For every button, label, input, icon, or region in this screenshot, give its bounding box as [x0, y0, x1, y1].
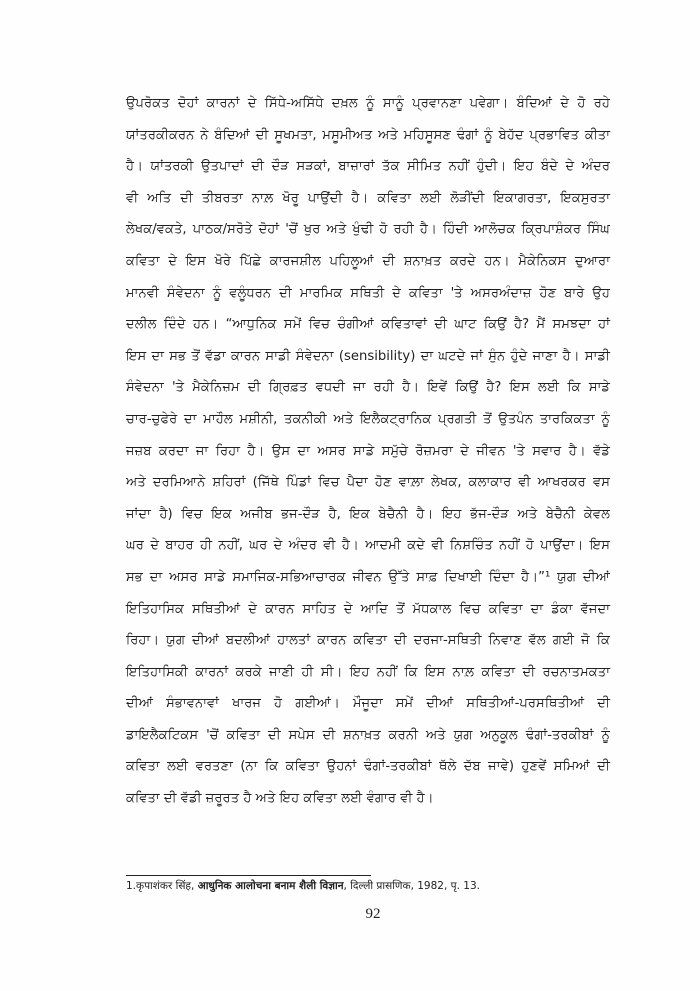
- text-line: [126, 278, 610, 310]
- line-text: ਹੈ। ਯਾਂਤਰਕੀ ਉਤਪਾਦਾਂ ਦੀ ਦੌੜ ਸੜਕਾਂ, ਬਾਜ਼ਾਰਾਂ ਤੱਕ ਸੀਮਿਤ ਨਹੀਂ ਹੁੰਦੀ। ਇਹ ਬੰਦੇ ਦੇ ਅੰਦਰ: [126, 159, 610, 175]
- line-text: ਲੇਖਕ/ਵਕਤੇ, ਪਾਠਕ/ਸਰੋਤੇ ਦੋਹਾਂ 'ਚੋਂ ਖੁਰ ਅਤੇ ਖੁੰਢੀ ਹੋ ਰਹੀ ਹੈ। ਹਿੰਦੀ ਆਲੋਚਕ ਕ੍ਰਿਪਾਸ਼ੰਕਰ ਸਿੰਘ: [126, 222, 610, 238]
- body-paragraph: [126, 88, 610, 815]
- line-text: ਕਵਿਤਾ ਦੇ ਇਸ ਖੋਰੇ ਪਿੱਛੇ ਕਾਰਜਸ਼ੀਲ ਪਹਿਲੂਆਂ ਦੀ ਸ਼ਨਾਖ਼ਤ ਕਰਦੇ ਹਨ। ਮੈਕੇਨਿਕਸ ਦੁਆਰਾ: [126, 253, 610, 269]
- text-line: [126, 720, 610, 752]
- footnote-publication: , दिल्ली प्रासणिक, 1982, पृ. 13.: [343, 880, 480, 892]
- line-text: ਡਾਇਲੈਕਟਿਕਸ 'ਚੋਂ ਕਵਿਤਾ ਦੀ ਸਪੇਸ ਦੀ ਸ਼ਨਾਖ਼ਤ ਕਰਨੀ ਅਤੇ ਯੁਗ ਅਨੁਕੂਲ ਢੰਗਾਂ-ਤਰਕੀਬਾਂ ਨੂੰ: [126, 727, 610, 743]
- line-text: ਜਾਂਦਾ ਹੈ) ਵਿਚ ਇਕ ਅਜੀਬ ਭਜ-ਦੌੜ ਹੈ, ਇਕ ਬੇਚੈਨੀ ਹੈ। ਇਹ ਭੱਜ-ਦੌੜ ਅਤੇ ਬੇਚੈਨੀ ਕੇਵਲ: [126, 506, 610, 522]
- text-line: [126, 499, 610, 531]
- line-text: ਰਿਹਾ। ਯੁਗ ਦੀਆਂ ਬਦਲੀਆਂ ਹਾਲਤਾਂ ਕਾਰਨ ਕਵਿਤਾ ਦੀ ਦਰਜਾ-ਸਥਿਤੀ ਨਿਵਾਣ ਵੱਲ ਗਈ ਜੋ ਕਿ: [126, 633, 610, 649]
- text-line: [126, 183, 610, 215]
- line-text: ਇਸ ਦਾ ਸਭ ਤੋਂ ਵੱਡਾ ਕਾਰਨ ਸਾਡੀ ਸੰਵੇਦਨਾ (sensibility) ਦਾ ਘਟਦੇ ਜਾਂ ਸੁੰਨ ਹੁੰਦੇ ਜਾਣਾ ਹੈ। ਸਾਡੀ: [126, 348, 610, 364]
- footnote-author: कृपाशंकर सिंह,: [136, 880, 198, 892]
- text-line: [126, 594, 610, 626]
- line-text: ਘਰ ਦੇ ਬਾਹਰ ਹੀ ਨਹੀਂ, ਘਰ ਦੇ ਅੰਦਰ ਵੀ ਹੈ। ਆਦਮੀ ਕਦੇ ਵੀ ਨਿਸ਼ਚਿੰਤ ਨਹੀਂ ਹੋ ਪਾਉਂਦਾ। ਇਸ: [126, 538, 610, 554]
- text-line: [126, 657, 610, 689]
- line-text: ਦੀਆਂ ਸੰਭਾਵਨਾਵਾਂ ਖਾਰਜ ਹੋ ਗਈਆਂ। ਮੌਜੂਦਾ ਸਮੇਂ ਦੀਆਂ ਸਥਿਤੀਆਂ-ਪਰਸਥਿਤੀਆਂ ਦੀ: [126, 696, 610, 712]
- line-text: ਇਤਿਹਾਸਿਕ ਸਥਿਤੀਆਂ ਦੇ ਕਾਰਨ ਸਾਹਿਤ ਦੇ ਆਦਿ ਤੋਂ ਮੱਧਕਾਲ ਵਿਚ ਕਵਿਤਾ ਦਾ ਡੰਕਾ ਵੱਜਦਾ: [126, 601, 610, 617]
- footnote-number: 1.: [126, 880, 137, 892]
- line-text: ਇਤਿਹਾਸਿਕੀ ਕਾਰਨਾਂ ਕਰਕੇ ਜਾਣੀ ਹੀ ਸੀ। ਇਹ ਨਹੀਂ ਕਿ ਇਸ ਨਾਲ਼ ਕਵਿਤਾ ਦੀ ਰਚਨਾਤਮਕਤਾ: [126, 664, 610, 680]
- footnote: [126, 879, 606, 893]
- text-line: [126, 751, 610, 783]
- line-text: ਉਪਰੋਕਤ ਦੋਹਾਂ ਕਾਰਨਾਂ ਦੇ ਸਿੱਧੇ-ਅਸਿੱਧੇ ਦਖ਼ਲ ਨੂੰ ਸਾਨੂੰ ਪ੍ਰਵਾਨਣਾ ਪਵੇਗਾ। ਬੰਦਿਆਂ ਦੇ ਹੋ ਰਹੇ: [126, 96, 610, 111]
- text-line: [126, 151, 610, 183]
- page-number: 92: [365, 906, 381, 922]
- text-line: [126, 372, 610, 404]
- text-line: [126, 214, 610, 246]
- text-line: [126, 783, 610, 815]
- text-line: [126, 467, 610, 499]
- line-text: ਜਜ਼ਬ ਕਰਦਾ ਜਾ ਰਿਹਾ ਹੈ। ਉਸ ਦਾ ਅਸਰ ਸਾਡੇ ਸਮੁੱਚੇ ਰੋਜ਼ਮਰਾ ਦੇ ਜੀਵਨ 'ਤੇ ਸਵਾਰ ਹੈ। ਵੱਡੇ: [126, 443, 610, 459]
- line-text: ਚਾਰ-ਚੁਫੇਰੇ ਦਾ ਮਾਹੌਲ ਮਸ਼ੀਨੀ, ਤਕਨੀਕੀ ਅਤੇ ਇਲੈਕਟ੍ਰਾਨਿਕ ਪ੍ਰਗਤੀ ਤੋਂ ਉਤਪੰਨ ਤਾਰਕਿਕਤਾ ਨੂੰ: [126, 411, 610, 427]
- text-line: [126, 404, 610, 436]
- line-text: ਸਭ ਦਾ ਅਸਰ ਸਾਡੇ ਸਮਾਜਿਕ-ਸਭਿਆਚਾਰਕ ਜੀਵਨ ਉੱਤੇ ਸਾਫ਼ ਦਿਖਾਈ ਦਿੰਦਾ ਹੈ।”¹ ਯੁਗ ਦੀਆਂ: [126, 569, 610, 585]
- line-text: ਕਵਿਤਾ ਲਈ ਵਰਤਣਾ (ਨਾ ਕਿ ਕਵਿਤਾ ਉਹਨਾਂ ਢੰਗਾਂ-ਤਰਕੀਬਾਂ ਥੱਲੇ ਦੱਬ ਜਾਵੇ) ਹੁਣਵੇਂ ਸਮਿਆਂ ਦੀ: [126, 759, 610, 775]
- line-text: ਕਵਿਤਾ ਦੀ ਵੱਡੀ ਜ਼ਰੂਰਤ ਹੈ ਅਤੇ ਇਹ ਕਵਿਤਾ ਲਈ ਵੰਗਾਰ ਵੀ ਹੈ।: [126, 791, 434, 807]
- footnote-title: आधुनिक आलोचना बनाम शैली विज्ञान: [197, 880, 344, 892]
- text-line: [126, 562, 610, 594]
- line-text: ਵੀ ਅਤਿ ਦੀ ਤੀਬਰਤਾ ਨਾਲ਼ ਖੋਰੂ ਪਾਉਂਦੀ ਹੈ। ਕਵਿਤਾ ਲਈ ਲੋੜੀਂਦੀ ਇਕਾਗਰਤਾ, ਇਕਸੁਰਤਾ: [126, 190, 610, 206]
- text-line: [126, 120, 610, 152]
- text-line: [126, 88, 610, 120]
- text-line: [126, 341, 610, 373]
- line-text: ਦਲੀਲ ਦਿੰਦੇ ਹਨ। “ਆਧੁਨਿਕ ਸਮੇਂ ਵਿਚ ਚੰਗੀਆਂ ਕਵਿਤਾਵਾਂ ਦੀ ਘਾਟ ਕਿਉਂ ਹੈ? ਮੈਂ ਸਮਝਦਾ ਹਾਂ: [126, 317, 610, 333]
- text-line: [126, 530, 610, 562]
- text-line: [126, 309, 610, 341]
- line-text: ਸੰਵੇਦਨਾ 'ਤੇ ਮੈਕੇਨਿਜ਼ਮ ਦੀ ਗ੍ਰਿਫ਼ਤ ਵਧਦੀ ਜਾ ਰਹੀ ਹੈ। ਇਵੇਂ ਕਿਉਂ ਹੈ? ਇਸ ਲਈ ਕਿ ਸਾਡੇ: [126, 380, 610, 396]
- text-line: [126, 625, 610, 657]
- footnote-divider: [126, 875, 371, 876]
- line-text: ਯਾਂਤਰਕੀਕਰਨ ਨੇ ਬੰਦਿਆਂ ਦੀ ਸੂਖਮਤਾ, ਮਸੂਮੀਅਤ ਅਤੇ ਮਹਿਸੂਸਣ ਢੰਗਾਂ ਨੂੰ ਬੇਹੱਦ ਪ੍ਰਭਾਵਿਤ ਕੀਤਾ: [126, 127, 611, 143]
- text-line: [126, 246, 610, 278]
- text-line: [126, 688, 610, 720]
- text-line: [126, 436, 610, 468]
- line-text: ਅਤੇ ਦਰਮਿਆਨੇ ਸ਼ਹਿਰਾਂ (ਜਿੱਥੇ ਪਿੰਡਾਂ ਵਿਚ ਪੈਦਾ ਹੋਣ ਵਾਲ਼ਾ ਲੇਖਕ, ਕਲਾਕਾਰ ਵੀ ਆਖਰਕਰ ਵਸ: [126, 475, 610, 491]
- line-text: ਮਾਨਵੀ ਸੰਵੇਦਨਾ ਨੂੰ ਵਲੂੰਧਰਨ ਦੀ ਮਾਰਮਿਕ ਸਥਿਤੀ ਦੇ ਕਵਿਤਾ 'ਤੇ ਅਸਰਅੰਦਾਜ਼ ਹੋਣ ਬਾਰੇ ਉਹ: [126, 285, 610, 301]
